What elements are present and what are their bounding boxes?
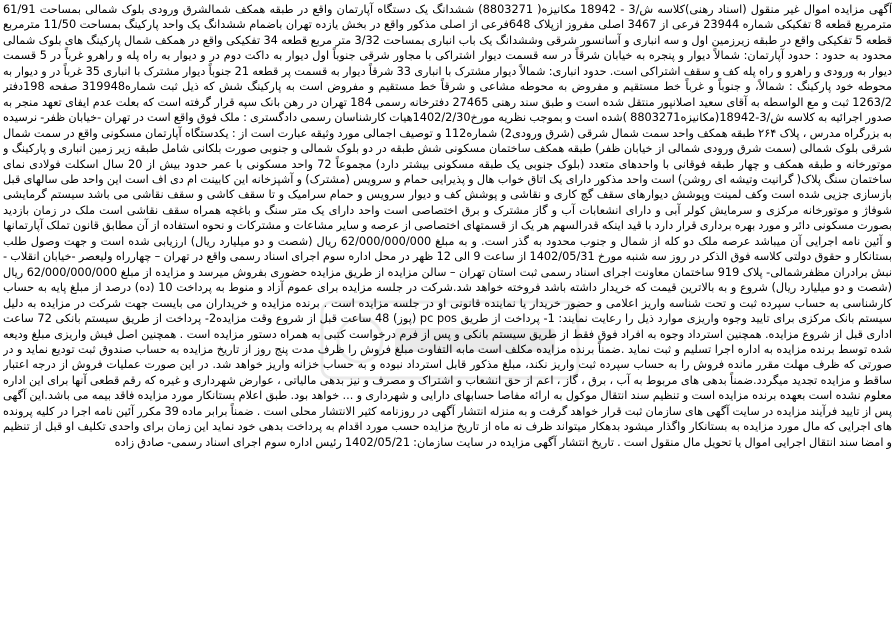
auction-notice — [3, 2, 892, 629]
notice-text: آگهی مزایده اموال غیر منقول (اسناد رهنی)کلاسه ش/3 - 18942 مکانیزه( 8803271) ششدانگ یک دستگاه آپارتمان واقع در طبقه همکف شمالشرق ورودی بلوک شمالی بمساحت 61/91 مترمربع قطعه 8 تفکیکی شماره 23944 فرعی از 3467 اصلی مفروز ازپلاک 648فرعی از اصلی مذکور واقع در بخش یازده تهران باضمام ششدانگ یک واحد پارکینگ بمساحت 11/50 مترمربع قطعه 5 تفکیکی واقع در طبقه زیرزمین اول و سه انباری و آسانسور شرقی وششدانگ یک باب انباری بمساحت 3/32 متر مربع قطعه 34 تفکیکی واقع در همکف شمال پارکینگ های بلوک شمالی محدود به حدود : حدود آپارتمان: شمالاً دیوار و پنجره به خیابان شرقاً در سه قسمت دیوار اشتراکی با مجاور شرقی جنوباً اول دیوار به داکت دوم در و دیوار به راه پله و راهرو غرباً در 5 قسمت دیوار به ورودی و راهرو و راه پله کف و سقف اشتراکی است. حدود انباری: شمالاً دیوار مشترک با انباری 33 شرقاً دیوار به قسمت پر قطعه 21 جنوباً دیوار مشترک با انباری 35 غرباً در و دیوار به محوطه خود پارکینگ : شمالاً، و جنوباً و غرباً خط مستقیم و مفروض به محوطه مشاعی و شرقاً خط مستقیم و مفروض است به پارکینگ شش که ذیل ثبت شماره319948 صفحه 198دفتر 1263/2 ثبت و مع الواسطه به آقای سعید اصلانپور منتقل شده است و طبق سند رهنی 27465 دفترخانه رسمی 184 تهران در رهن بانک سپه قرار گرفته است که بعلت عدم ایفای تعهد منجر به صدور اجرائیه به کلاسه ش/3-18942(مکانیزه8803271 )شده است و بموجب نظریه مورخ1402/2/30هیات کارشناسان رسمی دادگستری : ملک فوق واقع است در تهران -خیابان ظفر- نرسیده به بزرگراه مدرس ، پلاک ۲۶۴ طبقه همکف واحد سمت شمال شرقی (شرق ورودی2) شماره112 و توصیف اجمالی مورد وثیقه عبارت است از : یکدستگاه آپارتمان مسکونی واقع در سمت شمال شرقی بلوک شمالی (سمت شرق ورودی شمالی از خیابان ظفر) طبقه همکف ساختمان مسکونی شش طبقه در دو بلوک شمالی و جنوبی صورت بلکانی شامل طبقه زیر زمین انباری و پارکینگ و موتورخانه و طبقه همکف و چهار طبقه فوقانی با واحدهای متعدد (بلوک جنوبی یک طبقه مسکونی بیشتر دارد) مجموعاً 72 واحد مسکونی با عمر حدود بیش از 20 سال اسکلت فولادی نمای ساختمان سنگ پلاک( گرانیت وتیشه ای روشن) است واحد مذکور دارای یک اتاق خواب هال و پذیرایی حمام و سرویس (مشترک) و آشپزخانه این کابینت ام دی اف است این واحد طی سالهای قبل بازسازی جزیی شده است وکف لمینت وپوشش دیوارهای سقف گچ کاری و نقاشی و پوشش کف و دیوار سرویس و حمام سرامیک و تا سقف کاشی و سقف نقاشی می باشد سیستم گرمایشی شوفاژ و موتورخانه مرکزی و سرمایش کولر آبی و دارای انشعابات آب و گاز مشترک و برق اختصاصی است واحد دارای یک متر سنگ و باغچه همراه سقف نقاشی است ملک در زمان بازدید بصورت مسکونی دائر و مورد بهره برداری قرار دارد با قید اینکه قدرالسهم هر یک از قسمتهای اختصاصی از عرصه و سایر مشاعات و مشترکات و نحوه استفاده از آن مطابق قانون تملک آپارتمانها و آئین نامه اجرایی آن میباشد عرصه ملک دو کله از شمال و جنوب محدود به گذر است. و به مبلغ 62/000/000/000 ریال (شصت و دو میلیارد ریال) ارزیابی شده است و جهت وصول طلب بستانکار و حقوق دولتی کلاسه فوق الذکر در روز سه شنبه مورخ 1402/05/31 از ساعت 9 الی 12 ظهر در محل اداره سوم اجرای اسناد رسمی واقع در تهران – چهارراه ولیعصر -خیابان انقلاب - نبش برادران مظفرشمالی- پلاک 919 ساختمان معاونت اجرای اسناد رسمی ثبت استان تهران – سالن مزایده از طریق مزایده حضوری بفروش میرسد و مزایده از مبلغ 62/000/000/000 ریال (شصت و دو میلیارد ریال) شروع و به بالاترین قیمت که خریدار داشته باشد فروخته خواهد شد.شرکت در جلسه مزایده برای عموم آزاد و منوط به پرداخت 10 (ده) درصد از مبلغ پایه به حساب کارشناسی به حساب سپرده ثبت و تحت شناسه واریز اعلامی و حضور خریدار یا نماینده قانونی او در جلسه مزایده است . برنده مزایده و خریداران می بایست جهت شرکت در مزایده به دلیل سیستم بانک مرکزی برای تایید وجوه واریزی موارد ذیل را رعایت نمایند: 1- پرداخت از طریق pc pos (پوز) 48 ساعت قبل از شروع وقت مزایده2- پرداخت از طریق سیستم بانکی 72 ساعت اداری قبل از شروع مزایده. همچنین استرداد وجوه به افراد فوق فقط از طریق سیستم بانکی و پس از فرم درخواست کتبی به همراه دستور مزایده است . همچنین اصل فیش واریزی مبلغ ودیعه شده توسط برنده مزایده به اداره اجرا تسلیم و ثبت نماید .ضمناً برنده مزایده مکلف است مابه التفاوت مبلغ فروش را ظرف مدت پنج روز از تاریخ مزایده به حساب صندوق ثبت تودیع نماید و در صورتی که ظرف مهلت مقرر مانده فروش را به حساب سپرده ثبت واریز نکند، مبلغ مذکور قابل استرداد نبوده و به حساب خزانه واریز خواهد شد. در این صورت عملیات فروش از درجه اعتبار ساقط و مزایده تجدید میگردد.ضمناً بدهی های مربوط به آب ، برق ، گاز ، اعم از حق انشعاب و اشتراک و مصرف و نیز بدهی مالیاتی ، عوارض شهرداری و غیره که رقم قطعی آنها برای این اداره معلوم نشده است بعهده برنده مزایده است و تنظیم سند انتقال موکول به ارائه مفاصا حسابهای دارایی و شهرداری و ... خواهد بود. طبق اعلام بستانکار مورد مزایده فاقد بیمه می باشد.این آگهی پس از تایید فرآیند مزایده در سایت آگهی های سازمان ثبت قرار خواهد گرفت و به منزله انتشار آگهی در روزنامه کثیر الانتشار محلی است . ضمناً برابر ماده 39 مکرر آئین نامه اجرا در کلیه پرونده های اجرایی که مال مورد مزایده به بستانکار واگذار میشود بدهکار میتواند ظرف نه ماه از تاریخ مزایده حسب مورد اقدام به پرداخت بدهی خود نماید این زمان برای واحدی تکلیف او قبل از تنظیم و امضا سند انتقال اجرایی اموال یا تحویل مال منقول است . تاریخ انتشار آگهی مزایده در سایت سازمان: 1402/05/21 رئیس اداره سوم اجرای اسناد رسمی- صادق زاده — [3, 3, 892, 449]
